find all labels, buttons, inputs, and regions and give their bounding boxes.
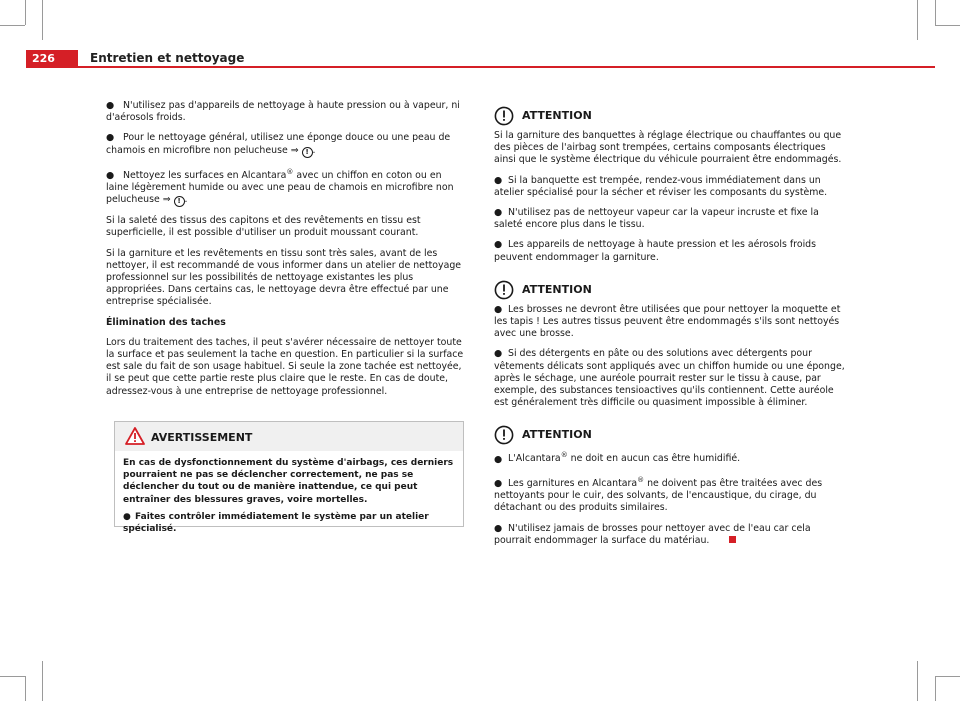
attention-heading: ATTENTION xyxy=(494,280,850,300)
crop-mark xyxy=(42,661,43,701)
page-title: Entretien et nettoyage xyxy=(90,51,245,65)
right-column xyxy=(494,106,850,555)
exclamation-circle-icon xyxy=(494,106,514,126)
list-item: ● Si des détergents en pâte ou des solutions avec détergents pour vêtements délicats sont appliqués avec un chiffon humide ou une éponge, après le séchage, une auréole pourrait rester sur le tissu à cause, par exemple, des substances tensioactives qu'ils contiennent. Cette auréole est généralement très difficile ou quasiment impossible à éliminer. xyxy=(494,348,845,409)
warning-box xyxy=(114,421,464,535)
list-item: ● Pour le nettoyage général, utilisez une éponge douce ou une peau de chamois en microfibre non pelucheuse ⇒ ! . xyxy=(106,132,451,156)
page-number: 226 xyxy=(26,50,78,68)
paragraph: Si la saleté des tissus des capitons et des revêtements en tissu est superficielle, il est possible d'utiliser un produit moussant courant. xyxy=(106,215,421,239)
exclamation-circle-icon xyxy=(494,280,514,300)
list-item: ● Les garnitures en Alcantara® ne doivent pas être traitées avec des nettoyants pour le cuir, des solvants, de l'encaustique, du cirage, du détachant ou des produits similaires. xyxy=(494,475,823,514)
crop-mark xyxy=(917,0,918,40)
crop-mark xyxy=(25,0,26,25)
list-item: ● Les appareils de nettoyage à haute pression et les aérosols froids peuvent endommager la garniture. xyxy=(494,239,817,263)
list-item: ● Nettoyez les surfaces en Alcantara® avec un chiffon en coton ou en laine légèrement humide ou avec une peau de chamois en microfibre non pelucheuse ⇒ ! . xyxy=(106,167,454,206)
crop-mark xyxy=(935,676,960,677)
exclamation-circle-icon xyxy=(494,425,514,445)
list-item: ● Si la banquette est trempée, rendez-vous immédiatement dans un atelier spécialisé pour la sécher et réviser les composants du système. xyxy=(494,174,828,198)
list-item: ● N'utilisez jamais de brosses pour nettoyer avec de l'eau car cela pourrait endommager la surface du matériau. xyxy=(494,522,811,546)
end-of-section-marker xyxy=(729,536,736,543)
paragraph: Si la garniture et les revêtements en tissu sont très sales, avant de les nettoyer, il est recommandé de vous informer dans un atelier de nettoyage professionnel sur les possibilités de nettoyage existantes les plus appropriées. Dans certains cas, le nettoyage devra être effectué par une entreprise spécialisée. xyxy=(106,247,462,308)
list-item: ● Les brosses ne devront être utilisées que pour nettoyer la moquette et les tapis ! Les autres tissus peuvent être endommagés s'ils sont nettoyés avec une brosse. xyxy=(494,303,841,340)
list-item: ● N'utilisez pas d'appareils de nettoyage à haute pression ou à vapeur, ni d'aérosols froids. xyxy=(106,100,460,124)
paragraph: Si la garniture des banquettes à réglage électrique ou chauffantes ou que des pièces de l'airbag sont trempées, certains composants électriques ainsi que le système électrique du véhicule pourraient être endommagés. xyxy=(494,130,842,166)
list-item: ● L'Alcantara® ne doit en aucun cas être humidifié. xyxy=(494,451,741,465)
section-heading: Élimination des taches xyxy=(106,316,226,328)
warning-header xyxy=(115,422,463,451)
list-item: ● Faites contrôler immédiatement le système par un atelier spécialisé. xyxy=(123,511,429,535)
crop-mark xyxy=(917,661,918,701)
warning-triangle-icon xyxy=(125,427,145,445)
attention-heading: ATTENTION xyxy=(494,425,850,445)
crop-mark xyxy=(0,25,25,26)
warning-title: AVERTISSEMENT xyxy=(151,431,253,444)
list-item: ● N'utilisez pas de nettoyeur vapeur car la vapeur incruste et fixe la saleté encore plus dans le tissu. xyxy=(494,207,819,231)
crop-mark xyxy=(935,0,936,25)
crop-mark xyxy=(42,0,43,40)
crop-mark xyxy=(0,676,25,677)
attention-heading: ATTENTION xyxy=(494,106,850,126)
left-column xyxy=(106,100,464,406)
crop-mark xyxy=(25,676,26,701)
warning-ref-icon[interactable]: ! xyxy=(302,147,313,158)
crop-mark xyxy=(935,676,936,701)
paragraph: Lors du traitement des taches, il peut s'avérer nécessaire de nettoyer toute la surface et pas seulement la tache en question. En particulier si la surface est sale du fait de son usage habituel. Si seule la zone tachée est nettoyée, il se peut que cette partie reste plus claire que le reste. En cas de doute, adressez-vous à une entreprise de nettoyage professionnel. xyxy=(106,336,464,397)
warning-text: En cas de dysfonctionnement du système d'airbags, ces derniers pourraient ne pas se déclencher correctement, ne pas se déclencher du tout ou de manière inattendue, ce qui peut entraîner des blessures graves, voire mortelles. xyxy=(123,458,454,505)
warning-ref-icon[interactable]: ! xyxy=(174,196,185,207)
crop-mark xyxy=(935,25,960,26)
